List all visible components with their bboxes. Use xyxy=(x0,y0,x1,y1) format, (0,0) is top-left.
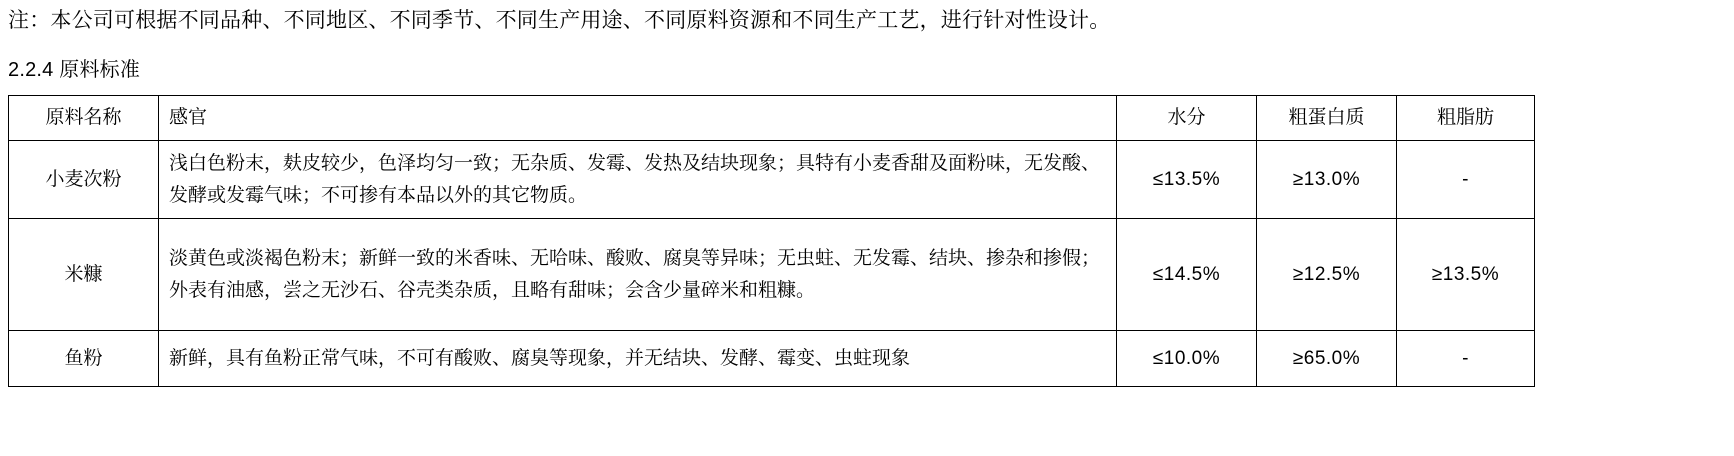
raw-material-standard-table xyxy=(8,95,1535,387)
column-header-protein: 粗蛋白质 xyxy=(1257,96,1397,141)
cell-material-name: 米糠 xyxy=(9,219,159,331)
column-header-water: 水分 xyxy=(1117,96,1257,141)
cell-material-name: 鱼粉 xyxy=(9,331,159,387)
table-row xyxy=(9,331,1535,387)
cell-protein-value: ≥65.0% xyxy=(1257,331,1397,387)
cell-water-value: ≤14.5% xyxy=(1117,219,1257,331)
cell-sense-description: 新鲜，具有鱼粉正常气味，不可有酸败、腐臭等现象，并无结块、发酵、霉变、虫蛀现象 xyxy=(159,331,1117,387)
table-body xyxy=(9,141,1535,387)
cell-water-value: ≤10.0% xyxy=(1117,331,1257,387)
table-row xyxy=(9,141,1535,219)
table-header-row xyxy=(9,96,1535,141)
cell-protein-value: ≥12.5% xyxy=(1257,219,1397,331)
table-row xyxy=(9,219,1535,331)
section-heading: 2.2.4 原料标准 xyxy=(8,59,141,81)
cell-water-value: ≤13.5% xyxy=(1117,141,1257,219)
cell-protein-value: ≥13.0% xyxy=(1257,141,1397,219)
table-header xyxy=(9,96,1535,141)
cell-fat-value: ≥13.5% xyxy=(1397,219,1535,331)
column-header-name: 原料名称 xyxy=(9,96,159,141)
cell-fat-value: - xyxy=(1397,141,1535,219)
cell-sense-description: 浅白色粉末，麸皮较少，色泽均匀一致；无杂质、发霉、发热及结块现象；具特有小麦香甜及面粉味，无发酸、发酵或发霉气味；不可掺有本品以外的其它物质。 xyxy=(159,141,1117,219)
column-header-sense: 感官 xyxy=(159,96,1117,141)
cell-fat-value: - xyxy=(1397,331,1535,387)
note-paragraph: 注：本公司可根据不同品种、不同地区、不同季节、不同生产用途、不同原料资源和不同生产工艺，进行针对性设计。 xyxy=(8,9,1111,32)
cell-material-name: 小麦次粉 xyxy=(9,141,159,219)
column-header-fat: 粗脂肪 xyxy=(1397,96,1535,141)
cell-sense-description: 淡黄色或淡褐色粉末；新鲜一致的米香味、无哈味、酸败、腐臭等异味；无虫蛀、无发霉、结块、掺杂和掺假；外表有油感，尝之无沙石、谷壳类杂质，且略有甜味；会含少量碎米和粗糠。 xyxy=(159,219,1117,331)
